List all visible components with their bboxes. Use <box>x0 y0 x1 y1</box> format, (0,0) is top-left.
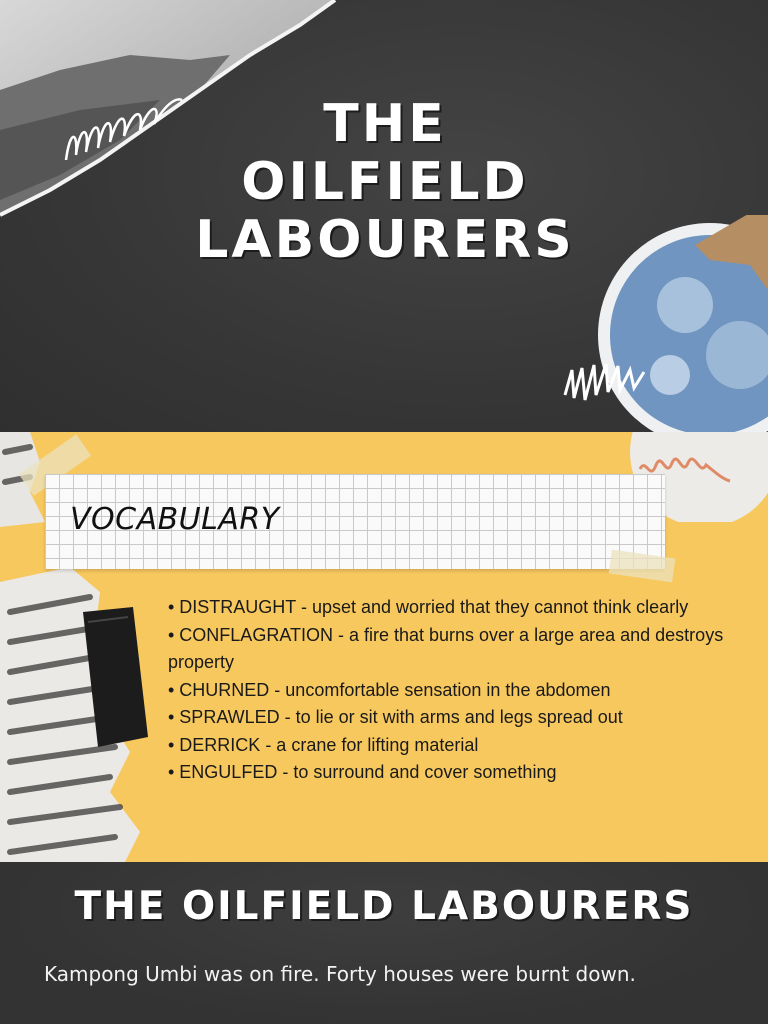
black-tape-strip <box>78 607 148 747</box>
title-line: LABOURERS <box>195 210 575 270</box>
vocabulary-item: • DISTRAUGHT - upset and worried that they cannot think clearly <box>168 597 689 617</box>
title-line: THE <box>323 94 447 154</box>
page-title <box>150 95 620 269</box>
vocabulary-item: • SPRAWLED - to lie or sit with arms and legs spread out <box>168 707 623 727</box>
title-section <box>0 0 768 432</box>
vocabulary-list <box>168 594 728 787</box>
story-title: THE OILFIELD LABOURERS <box>74 884 694 929</box>
vocabulary-section <box>0 432 768 862</box>
story-section <box>0 862 768 1024</box>
vocabulary-item: • CONFLAGRATION - a fire that burns over a large area and destroys property <box>168 624 724 672</box>
vocabulary-item: • ENGULFED - to surround and cover something <box>168 762 557 782</box>
story-paragraph: Kampong Umbi was on fire. Forty houses were burnt down. <box>44 962 636 986</box>
title-line: OILFIELD <box>241 152 529 212</box>
vocabulary-item: • DERRICK - a crane for lifting material <box>168 734 479 755</box>
vocabulary-item: • CHURNED - uncomfortable sensation in the abdomen <box>168 679 611 700</box>
tape-strip <box>609 550 676 583</box>
scribble-doodle <box>560 350 655 410</box>
vocabulary-heading: VOCABULARY <box>70 502 280 537</box>
vocabulary-heading-card <box>45 474 665 569</box>
